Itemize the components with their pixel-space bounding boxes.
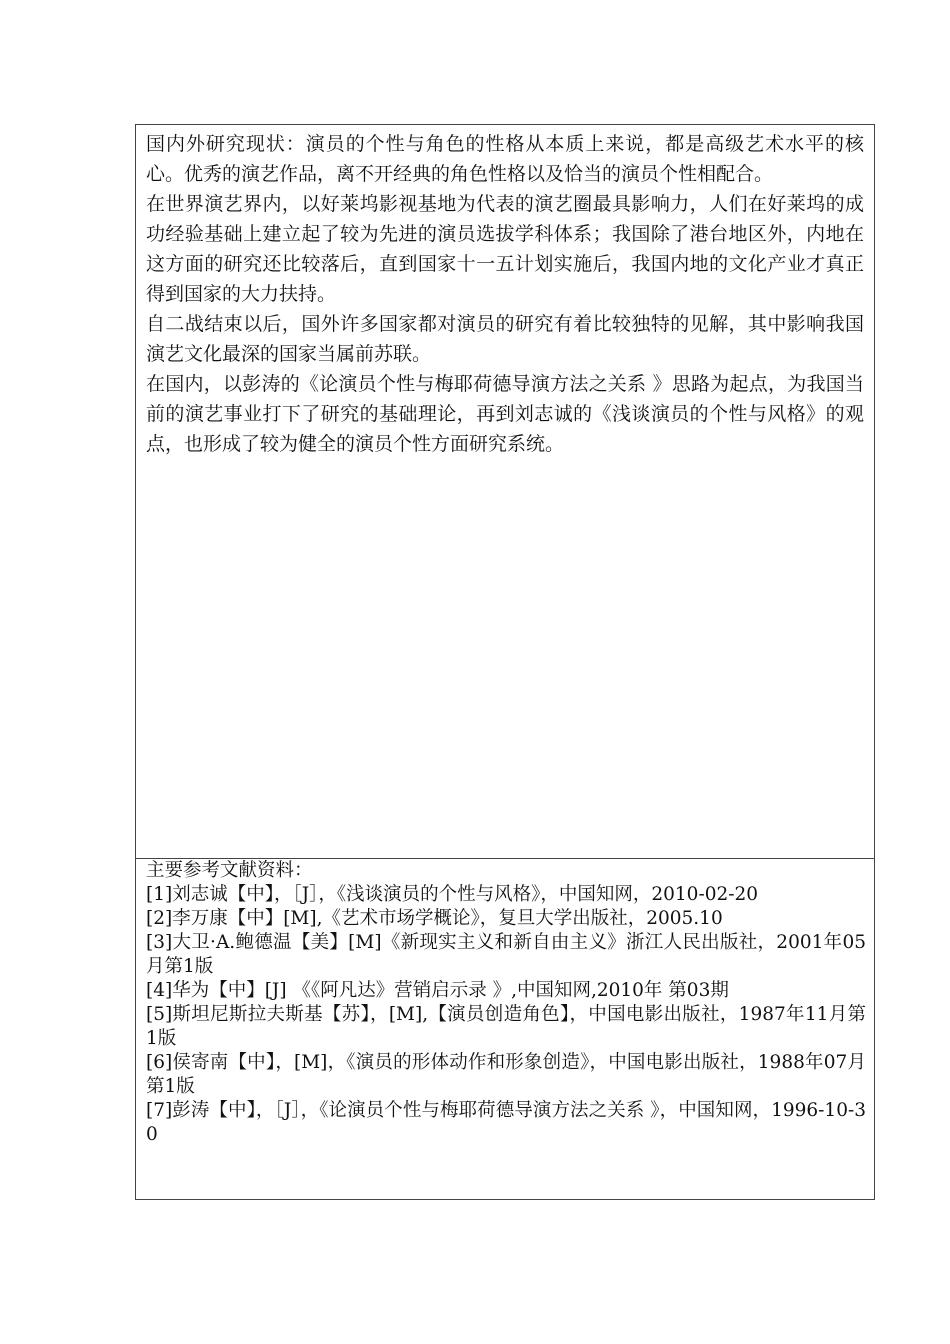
research-status-paragraph-2: 在世界演艺界内，以好莱坞影视基地为代表的演艺圈最具影响力，人们在好莱坞的成功经验基础上建立起了较为先进的演员选拔学科体系；我国除了港台地区外，内地在这方面的研究还比较落后，直到国家十一五计划实施后，我国内地的文化产业才真正得到国家的大力扶持。 <box>146 193 864 305</box>
reference-item-5: [5]斯坦尼斯拉夫斯基【苏】，[M],【演员创造角色】，中国电影出版社，1987年11月第1版 <box>146 1004 866 1049</box>
reference-item-2: [2]李万康【中】[M],《艺术市场学概论》，复旦大学出版社，2005.10 <box>146 908 723 929</box>
reference-item-1: [1]刘志诚【中】，［J］，《浅谈演员的个性与风格》，中国知网，2010-02-20 <box>146 884 759 905</box>
reference-item-6: [6]侯寄南【中】，[M]，《演员的形体动作和形象创造》，中国电影出版社，1988年07月第1版 <box>146 1052 866 1097</box>
references-title: 主要参考文献资料： <box>146 860 313 881</box>
research-status-cell <box>136 125 874 859</box>
research-status-paragraph-1: 国内外研究现状：演员的个性与角色的性格从本质上来说，都是高级艺术水平的核心。优秀的演艺作品，离不开经典的角色性格以及恰当的演员个性相配合。 <box>146 133 864 185</box>
research-status-paragraph-3: 自二战结束以后，国外许多国家都对演员的研究有着比较独特的见解，其中影响我国演艺文化最深的国家当属前苏联。 <box>146 313 864 365</box>
reference-item-3: [3]大卫·A.鲍德温【美】[M]《新现实主义和新自由主义》浙江人民出版社，2001年05月第1版 <box>146 932 866 977</box>
reference-item-7: [7]彭涛【中】，［J］，《论演员个性与梅耶荷德导演方法之关系 》，中国知网，1996-10-30 <box>146 1100 866 1145</box>
reference-item-4: [4]华为【中】[J] 《《阿凡达》营销启示录 》,中国知网,2010年 第03期 <box>146 980 729 1001</box>
references-cell <box>136 859 874 1199</box>
research-status-paragraph-4: 在国内，以彭涛的《论演员个性与梅耶荷德导演方法之关系 》思路为起点，为我国当前的演艺事业打下了研究的基础理论，再到刘志诚的《浅谈演员的个性与风格》的观点，也形成了较为健全的演员个性方面研究系统。 <box>146 373 864 455</box>
document-table <box>135 124 875 1200</box>
